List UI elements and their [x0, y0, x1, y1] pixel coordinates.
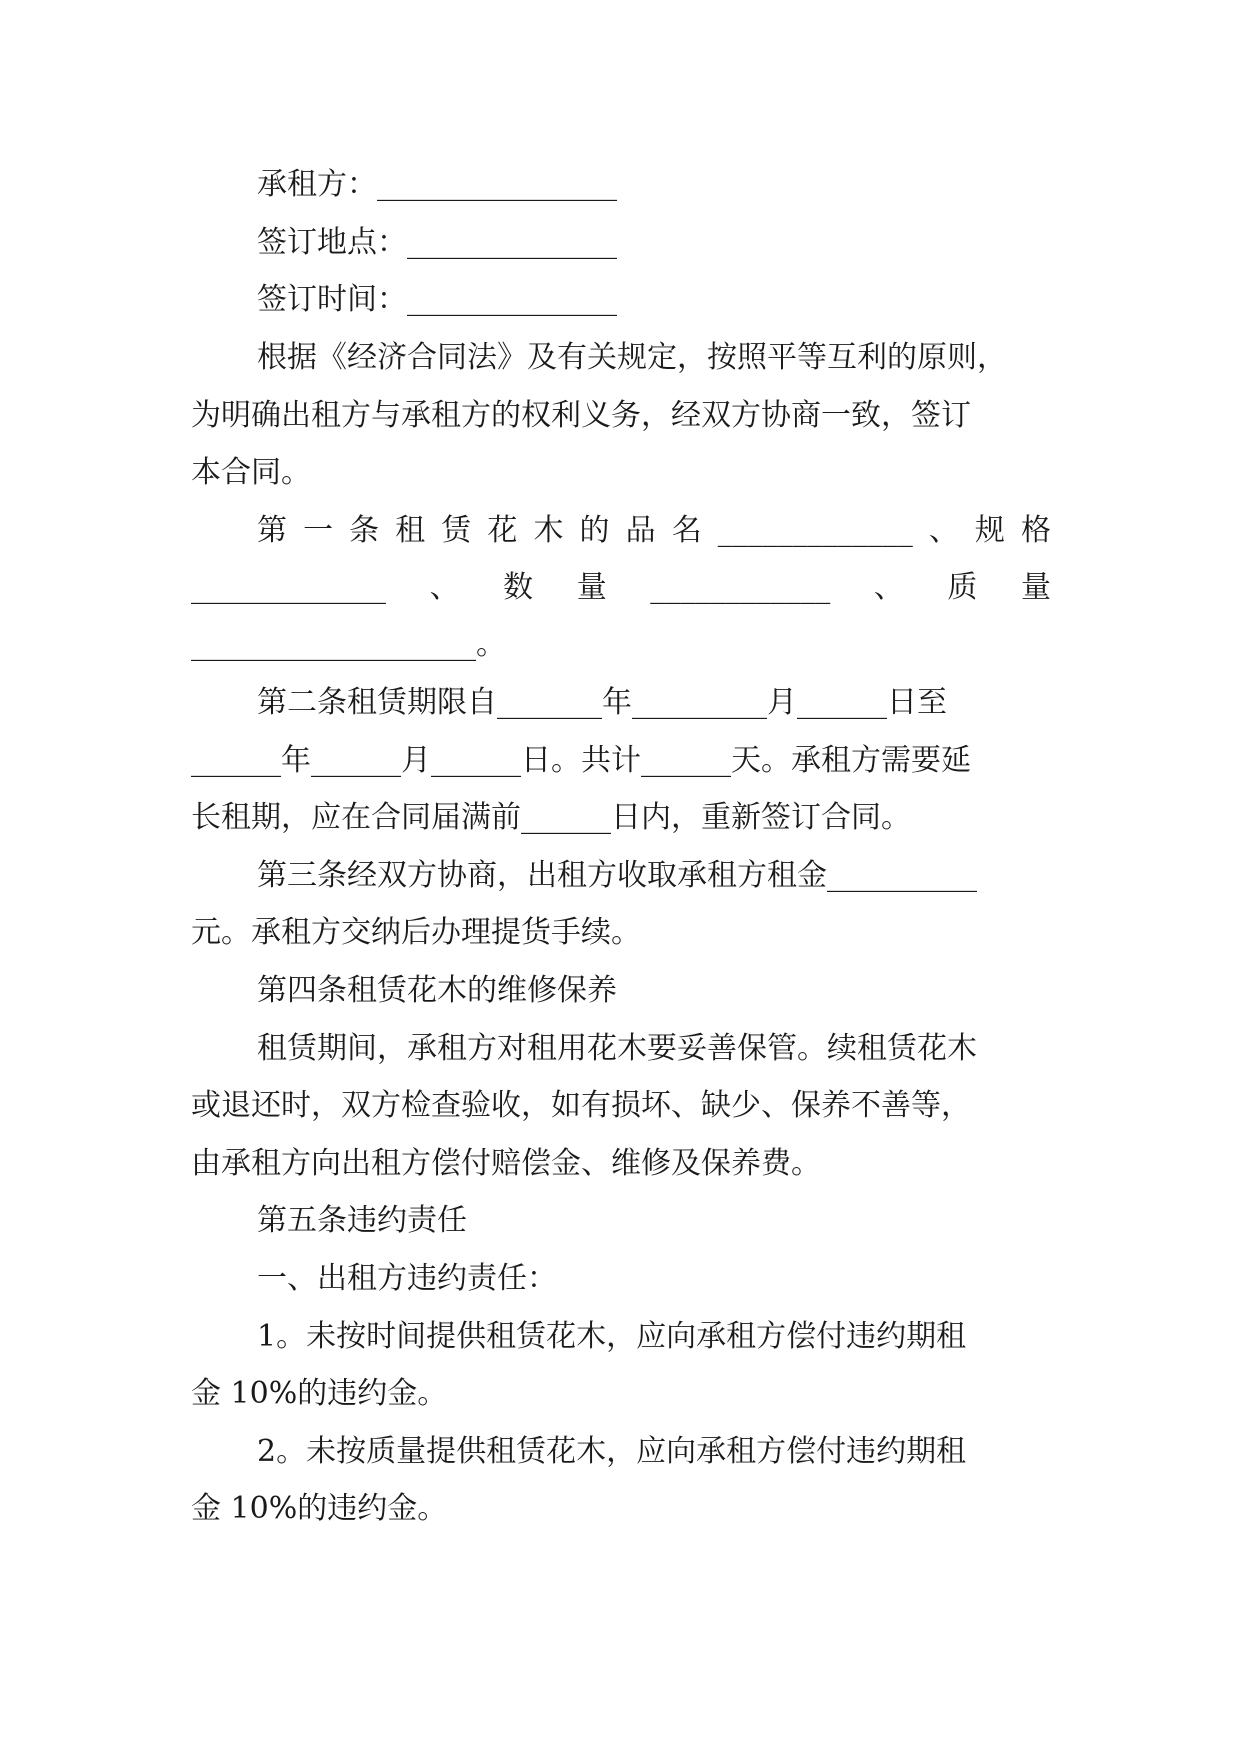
clause-2-line-2: 金 10%的违约金。	[191, 1491, 448, 1526]
preamble-line-2: 为明确出租方与承租方的权利义务，经双方协商一致，签订	[191, 398, 971, 433]
article-3-line-2: 元。承租方交纳后办理提货手续。	[191, 915, 641, 950]
signing-time-line: 签订时间：______________	[257, 282, 617, 317]
lessee-line: 承租方：________________	[257, 167, 617, 202]
article-1-line-3: ___________________。	[191, 627, 506, 662]
article-2-line-2: ______年______月______日。共计______天。承租方需要延	[191, 743, 971, 778]
article-4-line-1: 租赁期间，承租方对租用花木要妥善保管。续租赁花木	[257, 1031, 977, 1066]
article-1-line-1: 第一条租赁花木的品名_____________、规格	[257, 513, 1051, 548]
article-2-line-3: 长租期，应在合同届满前______日内，重新签订合同。	[191, 800, 911, 835]
article-1-line-2: _____________、数量____________、质量	[191, 570, 1051, 605]
preamble-line-3: 本合同。	[191, 455, 311, 490]
signing-place-line: 签订地点：______________	[257, 225, 617, 260]
clause-2-line-1: 2。未按质量提供租赁花木，应向承租方偿付违约期租	[257, 1434, 967, 1469]
article-4-heading: 第四条租赁花木的维修保养	[257, 973, 617, 1008]
article-2-line-1: 第二条租赁期限自_______年_________月______日至	[257, 685, 947, 720]
clause-1-line-2: 金 10%的违约金。	[191, 1376, 448, 1411]
article-4-line-3: 由承租方向出租方偿付赔偿金、维修及保养费。	[191, 1146, 821, 1181]
preamble-line-1: 根据《经济合同法》及有关规定，按照平等互利的原则，	[257, 340, 1007, 375]
article-4-line-2: 或退还时，双方检查验收，如有损坏、缺少、保养不善等，	[191, 1088, 971, 1123]
article-3-line-1: 第三条经双方协商，出租方收取承租方租金__________	[257, 858, 977, 893]
lessor-liability-heading: 一、出租方违约责任：	[257, 1261, 557, 1296]
clause-1-line-1: 1。未按时间提供租赁花木，应向承租方偿付违约期租	[257, 1319, 967, 1354]
article-5-heading: 第五条违约责任	[257, 1203, 467, 1238]
